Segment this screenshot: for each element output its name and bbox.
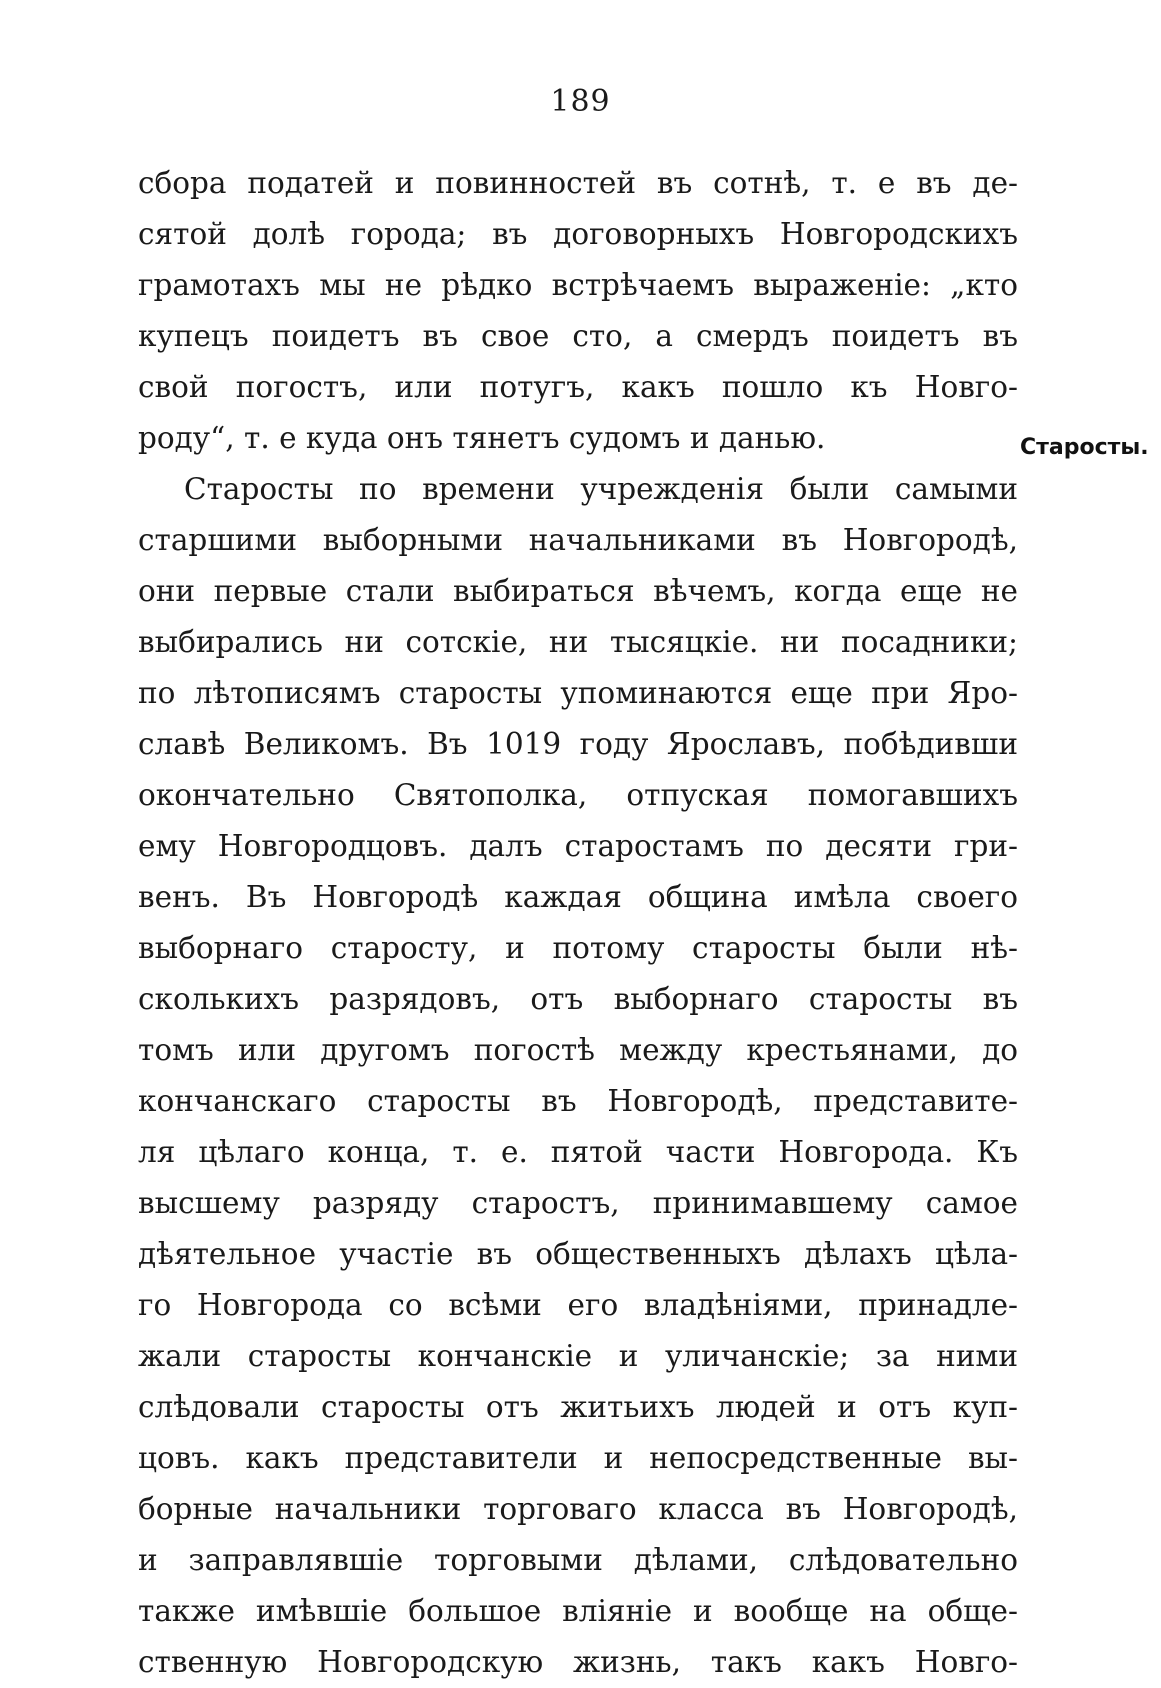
text-line: сколькихъ разрядовъ, отъ выборнаго старосты въ: [138, 982, 1018, 1016]
text-line: окончательно Святополка, отпуская помогавшихъ: [138, 778, 1018, 812]
text-line: ственную Новгородскую жизнь, такъ какъ Новго-: [138, 1645, 1018, 1679]
text-line: грамотахъ мы не рѣдко встрѣчаемъ выраженіе: „кто: [138, 268, 1018, 302]
text-line: жали старосты кончанскіе и уличанскіе; за ними: [138, 1339, 1018, 1373]
text-line: выбирались ни сотскіе, ни тысяцкіе. ни посадники;: [138, 625, 1018, 659]
text-line: и заправлявшіе торговыми дѣлами, слѣдовательно: [138, 1543, 1018, 1577]
text-line: старшими выборными начальниками въ Новгородѣ,: [138, 523, 1018, 557]
text-line: также имѣвшіе большое вліяніе и вообще на обще-: [138, 1594, 1018, 1628]
text-line: кончанскаго старосты въ Новгородѣ, представите-: [138, 1084, 1018, 1118]
text-line: слѣдовали старосты отъ житьихъ людей и отъ куп-: [138, 1390, 1018, 1424]
page-number: 189: [550, 84, 611, 119]
text-line: роду“, т. е куда онъ тянетъ судомъ и данью.: [138, 421, 826, 455]
text-line: высшему разряду старостъ, принимавшему самое: [138, 1186, 1018, 1220]
body-text: [138, 158, 1018, 1688]
text-line: томъ или другомъ погостѣ между крестьянами, до: [138, 1033, 1018, 1067]
text-line: выборнаго старосту, и потому старосты были нѣ-: [138, 931, 1018, 965]
text-line: сятой долѣ города; въ договорныхъ Новгородскихъ: [138, 217, 1018, 251]
text-line: свой погостъ, или потугъ, какъ пошло къ Новго-: [138, 370, 1018, 404]
text-line: го Новгорода со всѣми его владѣніями, принадле-: [138, 1288, 1018, 1322]
text-line: славѣ Великомъ. Въ 1019 году Ярославъ, побѣдивши: [138, 727, 1018, 761]
text-line: они первые стали выбираться вѣчемъ, когда еще не: [138, 574, 1018, 608]
text-line: ему Новгородцовъ. далъ старостамъ по десяти гри-: [138, 829, 1018, 863]
text-line: сбора податей и повинностей въ сотнѣ, т. е въ де-: [138, 166, 1018, 200]
text-line: цовъ. какъ представители и непосредственные вы-: [138, 1441, 1018, 1475]
margin-note: Старосты.: [1020, 435, 1149, 460]
text-line: дѣятельное участіе въ общественныхъ дѣлахъ цѣла-: [138, 1237, 1018, 1271]
text-line: купецъ поидетъ въ свое сто, а смердъ поидетъ въ: [138, 319, 1018, 353]
text-line: Старосты по времени учрежденія были самыми: [184, 472, 1018, 506]
text-line: борные начальники торговаго класса въ Новгородѣ,: [138, 1492, 1018, 1526]
text-line: венъ. Въ Новгородѣ каждая община имѣла своего: [138, 880, 1018, 914]
text-line: ля цѣлаго конца, т. е. пятой части Новгорода. Къ: [138, 1135, 1018, 1169]
text-line: по лѣтописямъ старосты упоминаются еще при Яро-: [138, 676, 1018, 710]
